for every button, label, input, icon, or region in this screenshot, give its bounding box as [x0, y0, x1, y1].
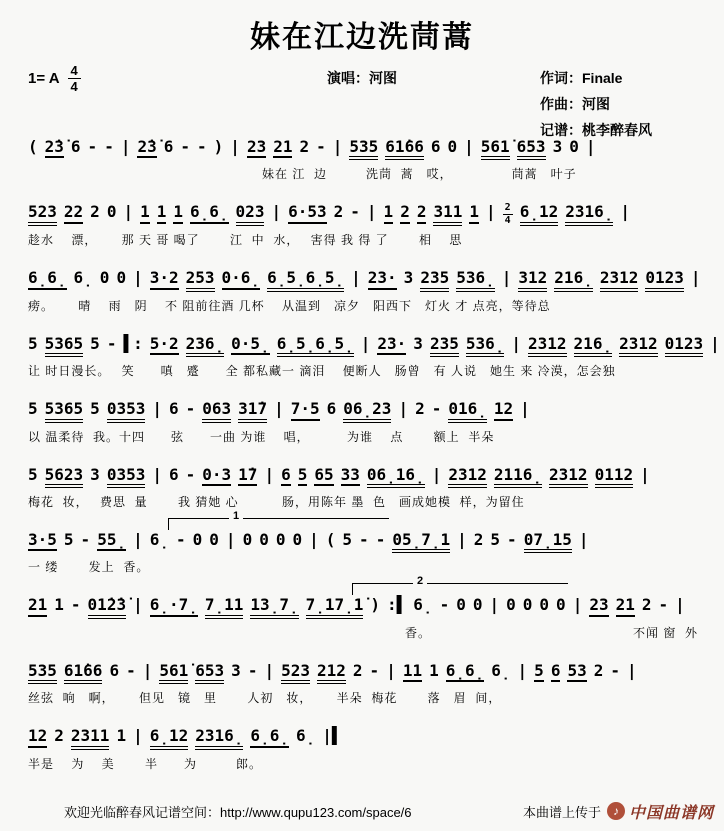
upload-note: 本曲谱上传于	[522, 804, 601, 820]
note-token: 2	[400, 203, 410, 223]
barline: |	[710, 333, 720, 353]
song-title: 妹在江边洗茼蒿	[250, 21, 474, 54]
music-note-icon: ♪	[607, 802, 625, 820]
note-token: 6̣	[73, 268, 93, 288]
footer	[0, 799, 724, 823]
note-token: 5·2	[150, 335, 179, 355]
volta-label: 2	[413, 576, 427, 587]
time-top: 4	[68, 64, 81, 79]
note-token: 6̣	[149, 529, 169, 549]
note-token: 016̣	[448, 400, 487, 422]
note-token: 6	[168, 464, 179, 484]
note-token: 0	[456, 595, 466, 615]
note-token: -	[87, 137, 98, 156]
note-token: 07̣15	[524, 531, 572, 553]
note-token: -	[369, 660, 380, 680]
barline: |	[501, 268, 512, 288]
barline: |	[271, 202, 282, 222]
note-token: 0·5̣	[231, 335, 270, 355]
note-token: 1	[116, 726, 127, 746]
notation-line	[0, 203, 724, 248]
note-token: 535	[349, 138, 378, 160]
note-token: -	[80, 529, 91, 549]
barline: |	[486, 202, 496, 222]
note-token: 0	[472, 595, 483, 615]
note-token: -	[106, 333, 117, 353]
time-top: 2	[504, 202, 511, 214]
lyrics-row: 香。 不闻 窗 外	[28, 625, 699, 640]
note-token: 5623	[45, 466, 84, 488]
note-token: -	[316, 137, 326, 156]
barline: |	[572, 595, 583, 615]
note-token: 05̣7̣1	[392, 531, 450, 553]
note-token: 653	[517, 138, 546, 160]
notation-line	[0, 509, 724, 575]
barline: |	[517, 660, 528, 680]
note-token: 0·3	[202, 466, 231, 486]
barline: |	[511, 333, 522, 353]
note-token: 2̇3̇	[45, 138, 64, 158]
note-token: 311	[433, 203, 462, 225]
lyrics-row: 一 缕 发上 香。	[28, 560, 150, 575]
note-token: 536̣	[466, 335, 505, 357]
barline: |	[431, 464, 442, 484]
note-token: 6̣6̣	[250, 727, 289, 747]
note-token: 1	[157, 203, 167, 223]
note-token: ▌:	[123, 333, 143, 353]
note-token: 0	[106, 202, 117, 222]
note-token: 0	[242, 529, 253, 549]
barline: |	[675, 595, 685, 615]
note-token: 6	[168, 399, 179, 419]
barline: |	[142, 660, 153, 680]
note-token: 6	[326, 399, 337, 419]
note-token: 3	[231, 660, 241, 680]
lyrics-row: 痨。 晴 雨 阴 不 阻前往酒 几杯 从温到 凉夕 阳西下 灯火 才 点亮，等待总	[28, 298, 551, 313]
qupu-logo	[607, 800, 714, 823]
note-token: 1	[384, 203, 394, 223]
lyrics-row: 让 时日漫长。 笑 嗔 蹙 全 都私藏一 滴泪 便断人 肠曾 有 人说 她生 来 冷漠，怎会独	[28, 364, 616, 379]
barline: |	[152, 464, 162, 484]
time-bottom: 4	[504, 215, 511, 227]
note-token: -	[439, 595, 450, 615]
barline: |	[520, 399, 530, 419]
note-token: 7̣17̣1̇	[306, 596, 364, 618]
volta-bracket	[168, 509, 389, 530]
note-token: 5	[28, 464, 38, 484]
note-token: 0·6̣	[222, 269, 261, 289]
note-token: -	[185, 399, 196, 419]
lyrics-row: 以 温柔待 我。十四 弦 一曲 为谁 唱， 为谁 点 额上 半朵	[28, 429, 495, 444]
note-token: 6̣5̣6̣5̣	[267, 269, 344, 291]
footer-welcome-label: 欢迎光临醉春风记谱空间：	[64, 804, 221, 820]
note-token: 6̣	[413, 595, 433, 615]
note-token: 1̇7	[238, 466, 257, 486]
note-token: 6̣	[491, 660, 511, 680]
note-token: 1	[173, 203, 183, 223]
barline: |	[585, 137, 596, 156]
note-token: 236̣	[186, 335, 225, 357]
note-token: 23·	[368, 269, 397, 289]
credit-lyricist: 作词：Finale	[540, 70, 623, 86]
footer-note	[64, 802, 412, 821]
note-token: 063	[202, 400, 231, 422]
note-token: 2	[415, 399, 425, 419]
note-token: 216̣	[554, 269, 593, 291]
singer-credit: 演唱：河图	[327, 70, 397, 86]
notes-row	[28, 335, 720, 357]
note-token: 3	[552, 137, 563, 156]
note-token: 0	[556, 595, 566, 615]
note-token: -	[658, 595, 669, 615]
lyrics-row: 趁水 漂， 那 天 哥 喝了 江 中 水， 害得 我 得 了 相 思	[28, 233, 463, 248]
note-token: 5	[534, 662, 544, 682]
notation-line	[0, 727, 724, 771]
notes-row	[28, 596, 720, 618]
note-token: -	[185, 464, 196, 484]
note-token: 0	[209, 529, 219, 549]
barline: |	[457, 529, 467, 549]
note-token: 023	[236, 203, 265, 225]
note-token: 0	[116, 268, 127, 288]
notation-line	[0, 400, 724, 444]
notes-row	[28, 400, 720, 422]
note-token: )	[213, 137, 224, 156]
lyrics-row: 丝弦 响 啊， 但见 镜 里 人初 妆， 半朵 梅花 落 眉 间，	[28, 691, 502, 706]
note-token: -	[359, 529, 369, 549]
note-token: 2312	[549, 466, 588, 488]
note-token: 536̣	[456, 269, 495, 291]
note-token: 3	[90, 464, 100, 484]
notes-row	[28, 466, 720, 488]
note-token: 21	[273, 138, 292, 158]
note-token: 21	[616, 596, 635, 616]
note-token: 1	[54, 595, 64, 615]
note-token: 6̣5̣6̣5̣	[277, 335, 354, 357]
note-token: -	[375, 529, 386, 549]
lyrics-row: 妹在 江 边 洗茼 蒿 哎， 茼蒿 叶子	[28, 167, 577, 182]
volta-label: 1	[229, 511, 243, 522]
note-token: 21	[28, 596, 47, 616]
note-token: 33	[341, 466, 360, 486]
note-token: 61̇66	[385, 138, 424, 160]
time-signature-change	[503, 203, 513, 226]
barline: |	[123, 202, 134, 222]
note-token: 06̣16̣	[367, 466, 425, 488]
note-token: 53	[567, 662, 586, 682]
note-token: 6̣12	[150, 727, 189, 749]
note-token: 0	[259, 529, 269, 549]
note-token: 7·5	[291, 400, 320, 420]
note-token: 5	[342, 529, 353, 549]
note-token: 523	[28, 203, 57, 225]
note-token: 2	[333, 202, 344, 222]
score	[0, 134, 724, 772]
footer-brand	[523, 800, 714, 823]
barline: |	[464, 137, 474, 156]
notation-line	[0, 138, 724, 182]
note-token: -	[197, 137, 207, 156]
note-token: 5	[90, 399, 100, 419]
note-token: 13̣7̣	[250, 596, 298, 618]
note-token: |▌	[322, 726, 342, 746]
note-token: 523	[281, 662, 310, 684]
note-token: -	[180, 137, 191, 156]
note-token: 6	[551, 662, 561, 682]
note-token: 3	[413, 333, 423, 353]
note-token: 2	[90, 202, 100, 222]
note-token: 535	[28, 662, 57, 684]
notation-line	[0, 662, 724, 706]
note-token: )	[370, 595, 381, 615]
note-token: 23·	[377, 335, 406, 355]
note-token: 6̣6̣	[28, 269, 67, 289]
note-token: 212	[317, 662, 346, 684]
note-token: 2	[593, 660, 604, 680]
barline: |	[332, 137, 343, 156]
note-token: 0	[275, 529, 286, 549]
notes-row	[28, 269, 720, 291]
note-token: 3·5	[28, 531, 57, 551]
note-token: 2	[641, 595, 652, 615]
barline: |	[578, 529, 589, 549]
volta-bracket	[352, 575, 568, 595]
note-token: 7̣11	[205, 596, 244, 618]
score-header	[0, 56, 724, 138]
note-token: 2	[352, 660, 363, 680]
note-token: 561̇	[481, 138, 510, 160]
note-token: 6̣12	[520, 203, 559, 225]
note-token: 2316̣	[565, 203, 613, 225]
credits-block	[540, 66, 652, 144]
credit-notation: 记谱：桃李醉春风	[540, 121, 652, 138]
barline: |	[230, 137, 240, 156]
note-token: 3·2	[150, 269, 179, 289]
note-token: 3	[403, 268, 414, 288]
barline: |	[225, 529, 236, 549]
note-token: 1	[140, 203, 150, 223]
notes-row	[28, 662, 720, 684]
note-token: 5365	[45, 335, 84, 357]
barline: |	[620, 202, 631, 222]
note-token: 235	[420, 269, 449, 291]
time-bottom: 4	[70, 79, 78, 94]
barline: |	[398, 399, 409, 419]
notes-row	[28, 727, 720, 749]
note-token: 6̣6̣	[446, 662, 485, 682]
note-token: 06̣23	[343, 400, 391, 422]
barline: |	[133, 529, 143, 549]
note-token: 2316̣	[195, 727, 243, 749]
note-token: 1	[469, 203, 479, 223]
notation-line	[0, 269, 724, 313]
note-token: 22	[64, 203, 83, 223]
note-token: 0	[292, 529, 303, 549]
note-token: 0123	[645, 269, 684, 291]
note-token: 12	[28, 727, 47, 747]
note-token: 1	[429, 660, 439, 680]
note-token: -	[126, 660, 136, 680]
note-token: 12	[494, 400, 513, 420]
barline: |	[133, 726, 143, 746]
lyrics-row: 半是 为 美 半 为 郎。	[28, 756, 263, 771]
note-token: 61̇66	[64, 662, 103, 684]
note-token: 65	[314, 466, 333, 486]
barline: |	[360, 333, 371, 353]
notes-row	[28, 138, 720, 160]
note-token: 55̣	[97, 531, 126, 551]
note-token: 6̣6̣	[190, 203, 229, 223]
key-label: 1= A	[28, 70, 60, 87]
site-name: 中国曲谱网	[628, 804, 714, 822]
note-token: 2	[299, 137, 310, 156]
barline: |	[386, 660, 396, 680]
note-token: (	[28, 137, 38, 156]
note-token: 0	[539, 595, 550, 615]
note-token: 2̇3̇	[137, 138, 156, 158]
barline: |	[120, 137, 131, 156]
note-token: 11	[403, 662, 422, 682]
note-token: 23	[247, 138, 266, 158]
note-token: 5	[28, 399, 38, 419]
note-token: (	[325, 529, 336, 549]
note-token: 561̇	[159, 662, 188, 684]
notes-row	[28, 203, 720, 226]
note-token: 0123	[665, 335, 704, 357]
note-token: 31̇7	[238, 400, 267, 422]
barline: |	[489, 595, 500, 615]
barline: |	[309, 529, 319, 549]
note-token: -	[350, 202, 360, 222]
note-token: 01̇2̇3̇	[88, 596, 127, 618]
note-token: -	[610, 660, 620, 680]
barline: |	[264, 464, 275, 484]
note-token: 2	[473, 529, 484, 549]
barline: |	[274, 399, 284, 419]
note-token: 253	[186, 269, 215, 291]
note-token: 0	[447, 137, 458, 156]
note-token: 653	[195, 662, 224, 684]
note-token: 6·53	[288, 203, 327, 223]
barline: |	[133, 268, 143, 288]
note-token: 5	[490, 529, 501, 549]
note-token: 6	[430, 137, 441, 156]
note-token: 0353	[107, 466, 146, 488]
note-token: -	[507, 529, 517, 549]
barline: |	[264, 660, 275, 680]
note-token: 2	[54, 726, 64, 746]
note-token: 2311	[71, 727, 110, 749]
note-token: -	[104, 137, 114, 156]
notes-row	[28, 531, 720, 553]
note-token: 6̣·7̣	[150, 596, 198, 616]
note-token: 6̣	[295, 726, 316, 746]
barline: |	[640, 464, 650, 484]
barline: |	[690, 268, 701, 288]
note-token: 5	[63, 529, 74, 549]
note-token: :▌	[387, 595, 407, 615]
barline: |	[133, 595, 143, 615]
notation-line	[0, 335, 724, 379]
note-token: 2312	[528, 335, 567, 357]
note-token: 6	[70, 137, 81, 156]
lyrics-row: 梅花 妆， 费思 量 我 猜她 心 肠，用陈年 墨 色 画成她模 样，为留住	[28, 494, 525, 509]
note-token: -	[70, 595, 81, 615]
note-token: 0	[569, 137, 579, 156]
notation-line	[0, 466, 724, 510]
note-token: 2312	[448, 466, 487, 488]
barline: |	[351, 268, 361, 288]
note-token: 0	[99, 268, 110, 288]
note-token: 2	[417, 203, 427, 223]
credit-composer: 作曲：河图	[540, 95, 610, 112]
note-token: 5	[298, 466, 308, 486]
barline: |	[627, 660, 637, 680]
note-token: 6	[163, 137, 174, 156]
note-token: 5	[28, 333, 38, 353]
note-token: -	[431, 399, 442, 419]
note-token: 5365	[45, 400, 84, 422]
note-token: 23	[589, 596, 608, 616]
note-token: 0353	[107, 400, 146, 422]
note-token: 2312	[619, 335, 658, 357]
qupu-space-url[interactable]: http://www.qupu123.com/space/6	[220, 804, 412, 820]
note-token: 0112	[595, 466, 634, 488]
note-token: 2312	[600, 269, 639, 291]
note-token: 216̣	[574, 335, 613, 357]
note-token: -	[247, 660, 258, 680]
note-token: 0	[522, 595, 533, 615]
note-token: 6	[109, 660, 120, 680]
note-token: 6	[281, 466, 291, 486]
note-token: 5	[90, 333, 100, 353]
note-token: 312	[518, 269, 547, 291]
notation-line	[0, 575, 724, 640]
note-token: 0	[506, 595, 516, 615]
note-token: 235	[430, 335, 459, 357]
barline: |	[366, 202, 377, 222]
note-token: 2116̣	[494, 466, 542, 488]
barline: |	[152, 399, 162, 419]
note-token: -	[176, 529, 186, 549]
note-token: 0	[192, 529, 203, 549]
